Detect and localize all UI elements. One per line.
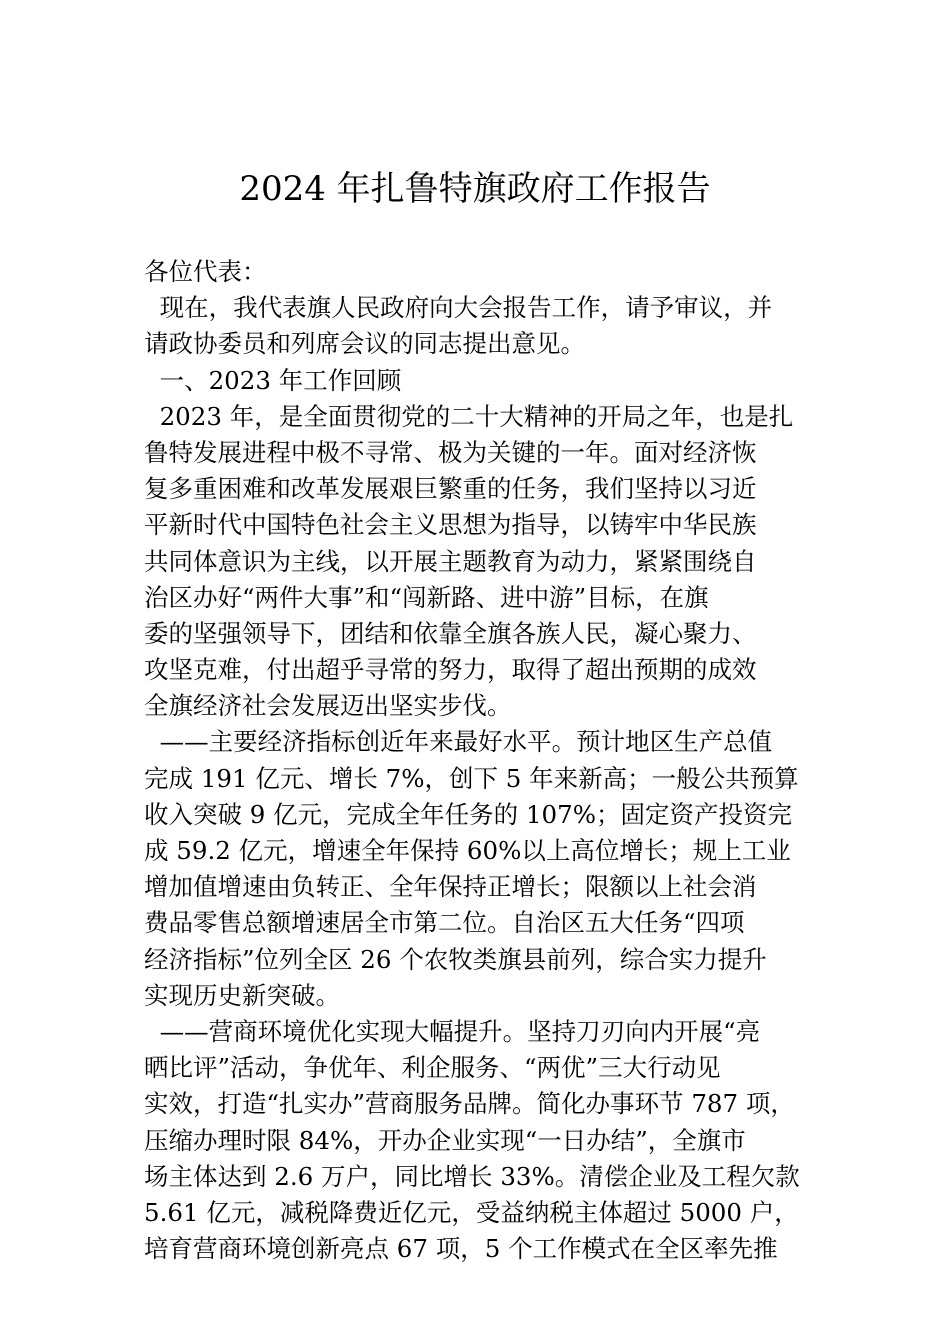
body-text-line: 2023 年，是全面贯彻党的二十大精神的开局之年，也是扎 xyxy=(144,401,794,431)
body-text-line: 现在，我代表旗人民政府向大会报告工作，请予审议，并 xyxy=(144,293,773,323)
document-title: 2024 年扎鲁特旗政府工作报告 xyxy=(239,169,711,209)
body-text-line: 鲁特发展进程中极不寻常、极为关键的一年。面对经济恢 xyxy=(144,437,757,467)
body-text-line: ——主要经济指标创近年来最好水平。预计地区生产总值 xyxy=(144,727,773,757)
body-text-line: 实效，打造“扎实办”营商服务品牌。简化办事环节 787 项， xyxy=(144,1089,795,1119)
body-text-line: 5.61 亿元，减税降费近亿元，受益纳税主体超过 5000 户， xyxy=(144,1197,799,1227)
body-text-line: 成 59.2 亿元，增速全年保持 60%以上高位增长；规上工业 xyxy=(144,836,791,865)
body-text-line: 增加值增速由负转正、全年保持正增长；限额以上社会消 xyxy=(144,872,757,902)
body-text-line: 各位代表： xyxy=(144,257,267,286)
body-text-line: 晒比评”活动，争优年、利企服务、“两优”三大行动见 xyxy=(144,1053,721,1083)
body-text-line: 压缩办理时限 84%，开办企业实现“一日办结”，全旗市 xyxy=(144,1125,746,1155)
body-text-line: 场主体达到 2.6 万户，同比增长 33%。清偿企业及工程欠款 xyxy=(144,1161,800,1191)
body-text-line: 收入突破 9 亿元，完成全年任务的 107%；固定资产投资完 xyxy=(144,799,792,829)
body-text-line: 全旗经济社会发展迈出坚实步伐。 xyxy=(144,691,512,721)
body-text-line: 费品零售总额增速居全市第二位。自治区五大任务“四项 xyxy=(144,908,745,938)
body-text-line: 完成 191 亿元、增长 7%，创下 5 年来新高；一般公共预算 xyxy=(144,763,799,793)
body-text-line: 平新时代中国特色社会主义思想为指导，以铸牢中华民族 xyxy=(144,510,757,540)
body-text-line: 治区办好“两件大事”和“闯新路、进中游”目标，在旗 xyxy=(144,582,709,612)
document-body xyxy=(144,254,814,1267)
body-text-line: 攻坚克难，付出超乎寻常的努力，取得了超出预期的成效 xyxy=(144,655,757,685)
body-text-line: 委的坚强领导下，团结和依靠全旗各族人民，凝心聚力、 xyxy=(144,618,757,648)
body-text-line: 复多重困难和改革发展艰巨繁重的任务，我们坚持以习近 xyxy=(144,474,757,504)
body-text-line: 请政协委员和列席会议的同志提出意见。 xyxy=(144,329,585,359)
body-text-line: 一、2023 年工作回顾 xyxy=(144,365,402,395)
body-text-line: 共同体意识为主线，以开展主题教育为动力，紧紧围绕自 xyxy=(144,546,757,576)
body-text-line: 培育营商环境创新亮点 67 项，5 个工作模式在全区率先推 xyxy=(144,1234,778,1264)
body-text-line: 实现历史新突破。 xyxy=(144,980,340,1010)
body-text-line: ——营商环境优化实现大幅提升。坚持刀刃向内开展“亮 xyxy=(144,1016,761,1046)
body-text-line: 经济指标”位列全区 26 个农牧类旗县前列，综合实力提升 xyxy=(144,944,767,974)
